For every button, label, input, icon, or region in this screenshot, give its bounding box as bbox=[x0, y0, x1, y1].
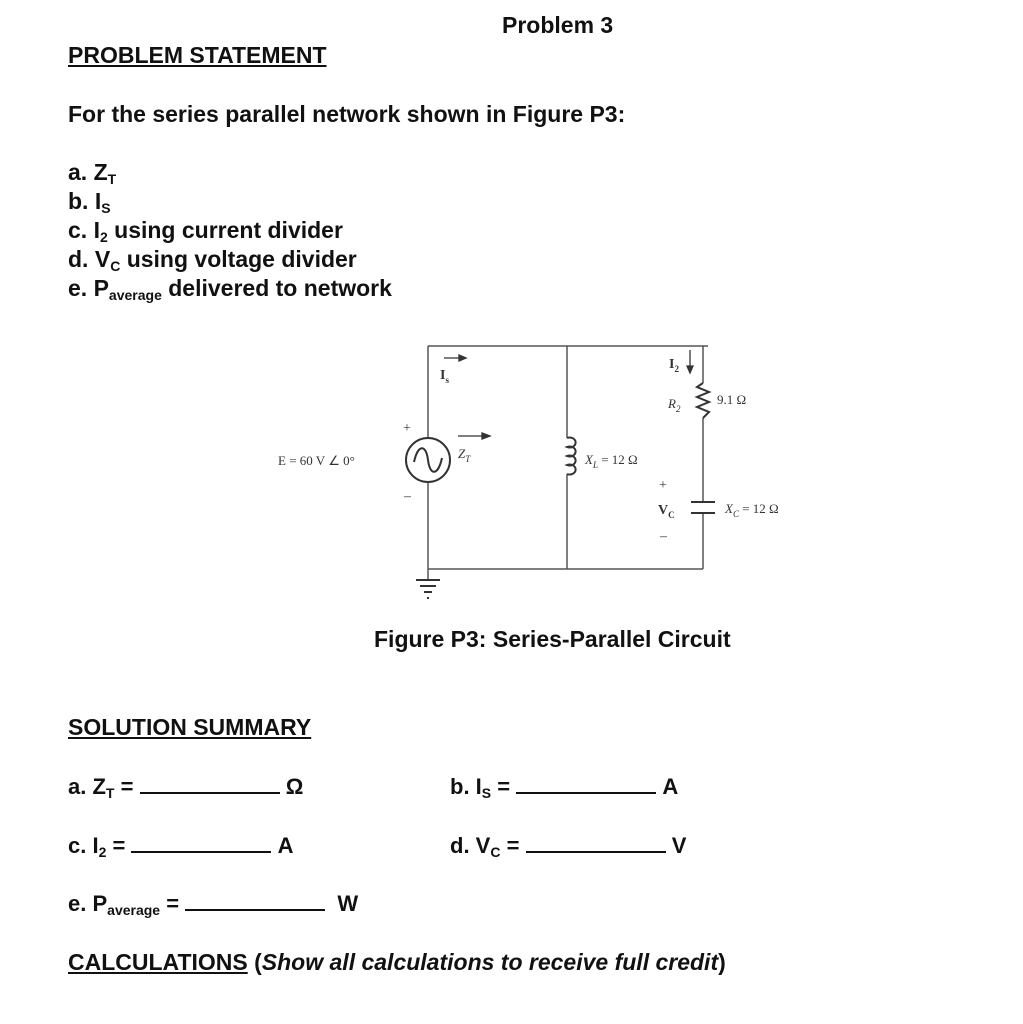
source-label: E = 60 V ∠ 0° bbox=[278, 453, 355, 468]
i2-arrowhead-icon bbox=[687, 366, 693, 373]
vc-plus: + bbox=[659, 478, 667, 493]
vc-label: $V_C$ bbox=[658, 503, 675, 520]
zt-arrowhead-icon bbox=[482, 433, 490, 439]
answer-e: e. $P_{average}$ = W bbox=[68, 891, 359, 918]
question-d: d. $V_C$ using voltage divider bbox=[68, 246, 357, 274]
answer-d: d. $V_C = V$ bbox=[450, 833, 687, 860]
r2-label: $R_2$ bbox=[668, 396, 681, 414]
answer-d-blank[interactable] bbox=[526, 833, 666, 853]
inductor-icon bbox=[567, 438, 576, 475]
calculations-note: Show all calculations to receive full credit bbox=[261, 949, 719, 975]
resistor-icon bbox=[697, 383, 709, 418]
answer-b-blank[interactable] bbox=[516, 774, 656, 794]
question-a: a. $Z_T$ bbox=[68, 159, 117, 187]
answer-a: a. $Z_T = \Omega$ bbox=[68, 774, 304, 801]
figure-caption: Figure P3: Series-Parallel Circuit bbox=[374, 626, 731, 652]
question-b: b. $I_S$ bbox=[68, 188, 111, 216]
question-e: e. $P_{average}$ delivered to network bbox=[68, 275, 392, 303]
i2-label: $I_2$ bbox=[669, 357, 679, 374]
vc-minus: – bbox=[660, 529, 667, 544]
answer-c-blank[interactable] bbox=[131, 833, 271, 853]
page-title: Problem 3 bbox=[502, 12, 614, 38]
source-plus: + bbox=[403, 421, 411, 436]
source-minus: – bbox=[404, 489, 411, 504]
zt-label: $Z_T$ bbox=[458, 446, 471, 464]
problem-statement-heading: PROBLEM STATEMENT bbox=[68, 42, 327, 68]
ground-icon bbox=[416, 580, 440, 598]
calculations-line: CALCULATIONS (Show all calculations to receive full credit) bbox=[68, 949, 726, 975]
answer-e-blank[interactable] bbox=[185, 891, 325, 911]
r2-value: 9.1 Ω bbox=[717, 392, 747, 407]
answer-b: b. $I_S = A$ bbox=[450, 774, 679, 801]
calculations-heading: CALCULATIONS bbox=[68, 949, 248, 975]
xc-label: $X_C = 12$ Ω bbox=[725, 501, 779, 519]
xl-label: $X_L = 12$ Ω bbox=[585, 452, 638, 470]
answer-a-blank[interactable] bbox=[140, 774, 280, 794]
problem-intro: For the series parallel network shown in Figure P3: bbox=[68, 101, 626, 127]
capacitor-icon bbox=[691, 502, 715, 513]
solution-summary-heading: SOLUTION SUMMARY bbox=[68, 714, 312, 740]
is-label: $I_s$ bbox=[440, 368, 449, 385]
question-c: c. $I_2$ using current divider bbox=[68, 217, 343, 245]
is-arrowhead-icon bbox=[459, 355, 466, 361]
answer-c: c. $I_2 = A$ bbox=[68, 833, 294, 860]
